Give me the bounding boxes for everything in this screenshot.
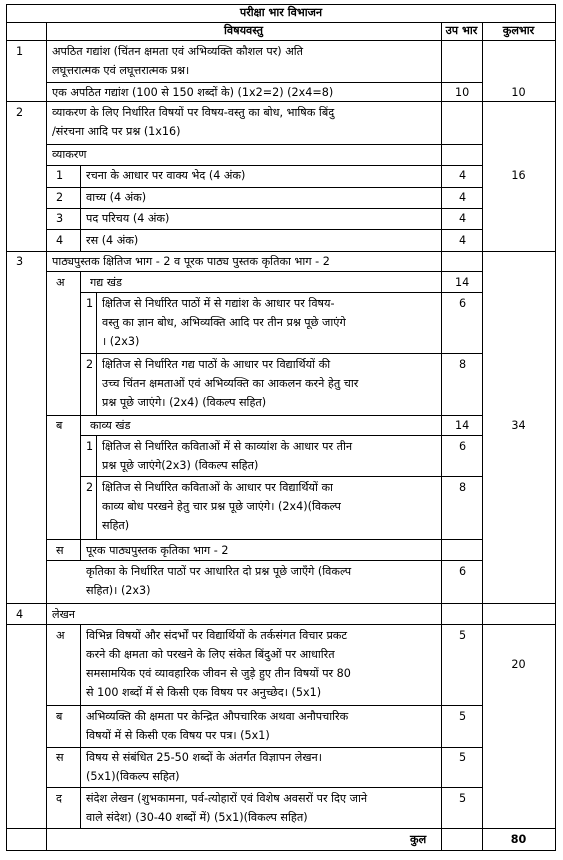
section-title: पाठ्यपुस्तक क्षितिज भाग - 2 व पूरक पाठ्य पुस्तक कृतिका भाग - 2 [52,255,330,268]
sub-weight: 4 [459,234,467,247]
subsection-label: काव्य खंड [90,419,131,432]
item-number: 2 [86,481,94,494]
rule [46,787,482,788]
sub-weight: 8 [459,481,467,494]
item-text: समसामयिक एवं व्यावहारिक जीवन से जुड़े हुए तीन विषयों पर 80 [86,667,351,680]
item-text: करने की क्षमता को परखने के लिए संकेत बिंदुओं पर आधारित [86,648,335,661]
item-text: विषयों में से किसी एक विषय पर पत्र। (5x1) [86,729,270,742]
sub-weight: 14 [455,276,470,289]
sub-weight: 6 [459,440,467,453]
item-number: 1 [86,297,94,310]
rule [80,165,81,252]
sub-weight: 4 [459,212,467,225]
item-text: सहित) [102,519,130,532]
section-title: लघूत्तरात्मक एवं लघूत्तरात्मक प्रश्न। [52,64,190,77]
item-number: 4 [56,234,64,247]
section-number: 1 [16,45,24,58]
item-text: क्षितिज से निर्धारित पाठों में से गद्यांश के आधार पर विषय- [102,297,335,310]
header-content: विषयवस्तु [223,24,264,37]
rule [46,22,47,851]
rule [6,850,556,851]
sub-weight: 6 [459,565,467,578]
item-text: काव्य बोध परखने हेतु चार प्रश्न पूछे जाएंगे। (2x4)(विकल्प [102,500,341,513]
sub-weight: 5 [459,710,467,723]
rule [6,828,556,829]
rule [80,353,482,354]
header-sub-weight: उप भार [445,24,478,37]
sub-weight: 5 [459,751,467,764]
sub-weight: 5 [459,629,467,642]
subsection-letter: ब [56,710,63,723]
item-text: क्षितिज से निर्धारित गद्य पाठों के आधार पर विद्यार्थियों की [102,358,331,371]
item-text: से 100 शब्दों में से किसी एक विषय पर अनुच्छेद। (5x1) [86,686,322,699]
sub-weight: 8 [459,358,467,371]
table-title: परीक्षा भार विभाजन [239,6,323,19]
grand-total-label: कुल [410,833,427,846]
item-text: । (2x3) [102,335,140,348]
item-text: वाच्य (4 अंक) [86,191,147,204]
sub-weight: 10 [455,86,470,99]
rule [6,4,7,851]
subsection-letter: ब [56,419,63,432]
subsection-letter: द [56,792,62,805]
item-text: प्रश्न पूछे जाएंगे(2x3) (विकल्प सहित) [102,459,259,472]
rule [80,292,482,293]
section-number: 2 [16,106,24,119]
item-text: प्रश्न पूछे जाएंगे। (2x4) (विकल्प सहित) [102,396,267,409]
item-text: उच्च चिंतन क्षमताओं एवं अभिव्यक्ति का आकलन करने हेतु चार [102,377,359,390]
item-number: 2 [56,191,64,204]
section-title: व्याकरण के लिए निर्धारित विषयों पर विषय-वस्तु का बोध, भाषिक बिंदु [52,106,335,119]
header-total-weight: कुलभार [502,24,535,37]
rule [96,292,97,416]
rule [46,560,482,561]
rule [6,40,556,41]
item-text: क्षितिज से निर्धारित कविताओं के आधार पर विद्यार्थियों का [102,481,333,494]
item-number: 1 [56,169,64,182]
item-text: संदेश लेखन (शुभकामना, पर्व-त्योहारों एवं विशेष अवसरों पर दिए जाने [86,792,368,805]
item-text: एक अपठित गद्यांश (100 से 150 शब्दों के) (1x2=2) (2x4=8) [52,86,334,99]
item-text: रचना के आधार पर वाक्य भेद (4 अंक) [86,169,246,182]
subsection-label: गद्य खंड [90,276,123,289]
total-weight: 16 [511,169,526,182]
rule [46,271,482,272]
item-text: वाले संदेश) (30-40 शब्दों में) (5x1)(विकल्प सहित) [86,811,308,824]
item-text: वस्तु का ज्ञान बोध, अभिव्यक्ति आदि पर तीन प्रश्न पूछे जाएंगे [102,316,346,329]
rule [80,271,81,561]
sub-weight: 6 [459,297,467,310]
item-text: (5x1)(विकल्प सहित) [86,770,180,783]
section-number: 3 [16,255,24,268]
subsection-label: पूरक पाठ्यपुस्तक कृतिका भाग - 2 [86,544,229,557]
sub-weight: 14 [455,419,470,432]
subsection-letter: स [56,751,64,764]
rule [46,229,482,230]
sub-weight: 4 [459,191,467,204]
rule [555,4,556,851]
item-text: पद परिचय (4 अंक) [86,212,170,225]
item-text: क्षितिज से निर्धारित कविताओं में से काव्यांश के आधार पर तीन [102,440,353,453]
subsection-letter: अ [56,276,65,289]
rule [80,624,81,829]
section-number: 4 [16,608,24,621]
section-title: लेखन [52,608,75,621]
item-text: सहित)। (2x3) [86,584,151,597]
rule [441,22,442,851]
subsection-letter: स [56,544,64,557]
total-weight: 10 [511,86,526,99]
grand-total-value: 80 [510,833,527,846]
sub-weight: 5 [459,792,467,805]
rule [80,476,482,477]
rule [482,22,483,851]
item-text: रस (4 अंक) [86,234,139,247]
item-number: 1 [86,440,94,453]
item-text: कृतिका के निर्धारित पाठों पर आधारित दो प्रश्न पूछे जाएँगे (विकल्प [86,565,352,578]
section-title: /संरचना आदि पर प्रश्न (1x16) [52,125,181,138]
subsection-letter: अ [56,629,65,642]
rule [6,624,556,625]
item-text: विभिन्न विषयों और संदर्भों पर विद्यार्थियों के तर्कसंगत विचार प्रकट [86,629,348,642]
item-number: 2 [86,358,94,371]
rule [46,144,482,145]
item-number: 3 [56,212,64,225]
sub-weight: 4 [459,169,467,182]
item-text: विषय से संबंधित 25-50 शब्दों के अंतर्गत विज्ञापन लेखन। [86,751,322,764]
rule [80,435,482,436]
rule [46,705,482,706]
subsection-heading: व्याकरण [52,148,87,161]
total-weight: 34 [511,419,526,432]
section-title: अपठित गद्यांश (चिंतन क्षमता एवं अभिव्यक्ति कौशल पर) अति [52,45,304,58]
rule [6,603,556,604]
rule [96,435,97,540]
rule [46,539,482,540]
total-weight: 20 [511,658,526,671]
item-text: अभिव्यक्ति की क्षमता पर केन्द्रित औपचारिक अथवा अनौपचारिक [86,710,349,723]
